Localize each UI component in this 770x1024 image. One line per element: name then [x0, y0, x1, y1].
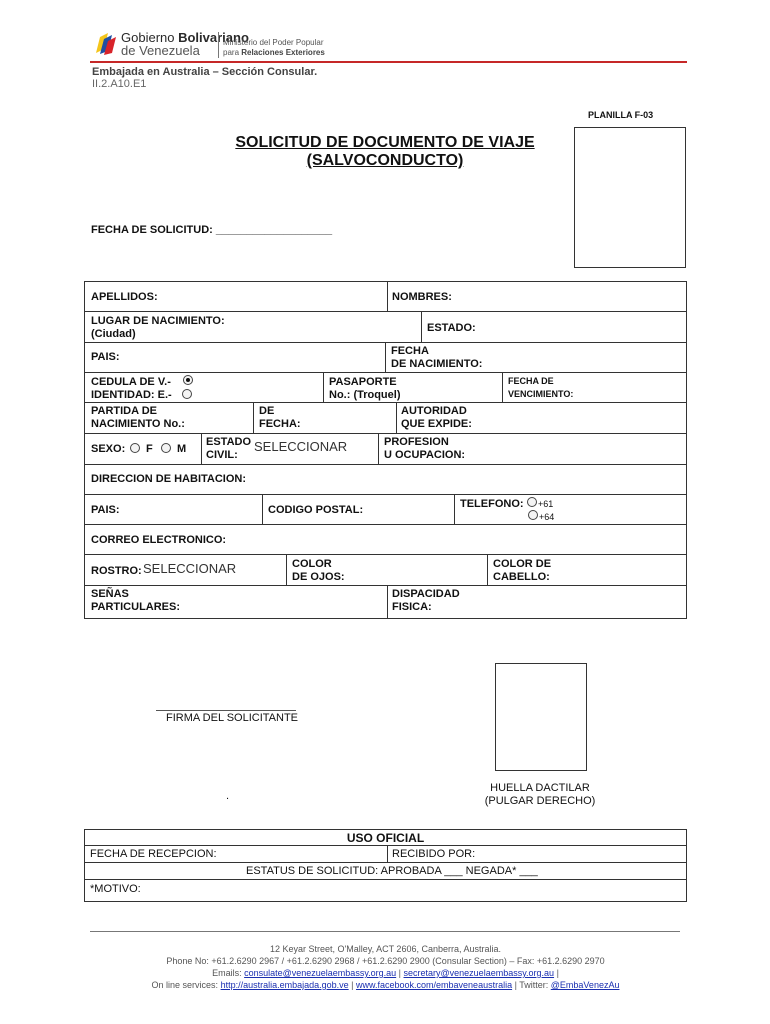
fingerprint-box[interactable]: [495, 663, 587, 771]
telefono-field[interactable]: TELEFONO:: [460, 498, 524, 510]
official-rule: [84, 879, 687, 880]
logo-bolivariano: Bolivariano: [178, 30, 249, 45]
col-rule: [502, 372, 503, 402]
autoridad-field[interactable]: AUTORIDAD QUE EXPIDE:: [401, 405, 472, 430]
cedula-e-radio[interactable]: [182, 389, 192, 399]
pais-field[interactable]: PAIS:: [91, 351, 120, 363]
profesion-field[interactable]: PROFESION U OCUPACION:: [384, 436, 466, 461]
correo-field[interactable]: CORREO ELECTRONICO:: [91, 534, 227, 546]
footer-phone: Phone No: +61.2.6290 2967 / +61.2.6290 2968 / +61.2.6290 2900 (Consular Section) – Fax: +61.2.6290 2970: [166, 956, 605, 966]
row-rule: [84, 554, 687, 555]
sexo-m-radio[interactable]: [161, 443, 171, 453]
telefono-61-radio[interactable]: [527, 497, 537, 507]
facebook-link[interactable]: www.facebook.com/embaveneaustralia: [356, 980, 513, 990]
sexo-label: SEXO:: [91, 443, 126, 455]
footer-emails: [84, 967, 687, 979]
senas-field[interactable]: SEÑAS PARTICULARES:: [91, 588, 181, 613]
email-secretary-link[interactable]: secretary@venezuelaembassy.org.au: [403, 968, 555, 978]
embassy-url-link[interactable]: http://australia.embajada.gob.ve: [220, 980, 349, 990]
signature-label: FIRMA DEL SOLICITANTE: [166, 712, 299, 724]
lugar-nacimiento-field[interactable]: LUGAR DE NACIMIENTO: (Ciudad): [91, 315, 225, 340]
col-rule: [387, 585, 388, 619]
motivo-field[interactable]: *MOTIVO:: [90, 883, 141, 895]
email-consulate-link[interactable]: consulate@venezuelaembassy.org.au: [244, 968, 397, 978]
title-line2: (SALVOCONDUCTO): [306, 152, 464, 169]
ministry-relaciones: Relaciones Exteriores: [241, 48, 325, 57]
fecha-solicitud[interactable]: FECHA DE SOLICITUD: ___________________: [91, 224, 333, 236]
ministry-line1: Ministerio del Poder Popular: [223, 38, 324, 47]
embassy-code: II.2.A10.E1: [92, 78, 147, 90]
row-rule: [84, 464, 687, 465]
government-logo: [94, 31, 120, 57]
row-rule: [84, 585, 687, 586]
cedula-v-radio[interactable]: [183, 375, 193, 385]
sexo-f-radio[interactable]: [130, 443, 140, 453]
fecha-vencimiento-field[interactable]: FECHA DE VENCIMIENTO:: [508, 376, 574, 399]
footer-rule: [90, 931, 680, 932]
estado-civil-select[interactable]: SELECCIONAR: [254, 439, 348, 454]
row-rule: [84, 372, 687, 373]
official-rule: [84, 862, 687, 863]
col-rule: [421, 311, 422, 342]
embassy-title: Embajada en Australia – Sección Consular.: [92, 66, 318, 78]
color-cabello-field[interactable]: COLOR DE CABELLO:: [493, 558, 552, 583]
de-fecha-field[interactable]: DE FECHA:: [259, 405, 301, 430]
ministry-text: [223, 38, 325, 58]
footer-online: [84, 979, 687, 991]
title-line1: SOLICITUD DE DOCUMENTO DE VIAJE: [235, 134, 535, 151]
official-rule: [84, 845, 687, 846]
emails-sep: |: [396, 968, 404, 978]
pais2-field[interactable]: PAIS:: [91, 504, 120, 516]
logo-venezuela: de Venezuela: [121, 43, 200, 58]
rostro-label: ROSTRO:: [91, 565, 142, 577]
col-rule: [253, 402, 254, 433]
row-rule: [84, 433, 687, 434]
nombres-field[interactable]: NOMBRES:: [392, 291, 452, 303]
pasaporte-field[interactable]: PASAPORTE No.: (Troquel): [329, 376, 401, 401]
direccion-field[interactable]: DIRECCION DE HABITACION:: [91, 473, 247, 485]
online-sep: |: [348, 980, 356, 990]
logo-gobierno: Gobierno: [121, 30, 179, 45]
fingerprint-line2: (PULGAR DERECHO): [484, 795, 596, 807]
logo-divider: [218, 32, 219, 58]
codigo-postal-field[interactable]: CODIGO POSTAL:: [268, 504, 364, 516]
recibido-por-field[interactable]: RECIBIDO POR:: [392, 848, 476, 860]
rostro-select[interactable]: SELECCIONAR: [143, 561, 237, 576]
col-rule: [378, 433, 379, 464]
signature-line: [156, 710, 296, 711]
row-rule: [84, 524, 687, 525]
twitter-link[interactable]: @EmbaVenezAu: [550, 980, 620, 990]
estado-field[interactable]: ESTADO:: [427, 322, 476, 334]
col-rule: [262, 494, 263, 524]
ministry-para: para: [223, 48, 242, 57]
twitter-label: | Twitter:: [512, 980, 551, 990]
page-title: [200, 134, 570, 170]
col-rule: [454, 494, 455, 524]
sexo-m-label: M: [177, 443, 187, 455]
fingerprint-label: [470, 782, 610, 808]
col-rule: [385, 342, 386, 372]
emails-end: |: [554, 968, 559, 978]
signature-dot: .: [226, 790, 230, 802]
flag-star-icon: [94, 31, 120, 57]
sexo-f-label: F: [146, 443, 153, 455]
col-rule: [286, 554, 287, 585]
header-rule: [90, 61, 687, 63]
col-rule: [387, 281, 388, 311]
row-rule: [84, 494, 687, 495]
row-rule: [84, 402, 687, 403]
col-rule: [201, 433, 202, 464]
emails-label: Emails:: [212, 968, 245, 978]
telefono-64-radio[interactable]: [528, 510, 538, 520]
fecha-nacimiento-field[interactable]: FECHA DE NACIMIENTO:: [391, 345, 483, 370]
col-rule: [396, 402, 397, 433]
estado-civil-label: ESTADO CIVIL:: [206, 436, 252, 461]
col-rule: [323, 372, 324, 402]
cedula-field: CEDULA DE V.- IDENTIDAD: E.-: [91, 376, 172, 401]
online-label: On line services:: [151, 980, 221, 990]
row-rule: [84, 311, 687, 312]
partida-field[interactable]: PARTIDA DE NACIMIENTO No.:: [91, 405, 185, 430]
fecha-recepcion-field[interactable]: FECHA DE RECEPCION:: [90, 848, 217, 860]
col-rule: [487, 554, 488, 585]
footer-address: 12 Keyar Street, O'Malley, ACT 2606, Canberra, Australia.: [270, 944, 501, 954]
official-col-rule: [387, 845, 388, 862]
fingerprint-line1: HUELLA DACTILAR: [490, 782, 590, 794]
official-title: USO OFICIAL: [346, 831, 425, 845]
estatus-field[interactable]: ESTATUS DE SOLICITUD: APROBADA ___ NEGADA* ___: [246, 865, 538, 877]
apellidos-field[interactable]: APELLIDOS:: [91, 291, 158, 303]
photo-box[interactable]: [574, 127, 686, 268]
footer: [84, 943, 687, 991]
telefono-61-label: +61: [538, 499, 554, 509]
discapacidad-field[interactable]: DISPACIDAD FISICA:: [392, 588, 460, 613]
color-ojos-field[interactable]: COLOR DE OJOS:: [292, 558, 345, 583]
form-code: PLANILLA F-03: [588, 110, 654, 120]
telefono-64-label: +64: [539, 512, 555, 522]
